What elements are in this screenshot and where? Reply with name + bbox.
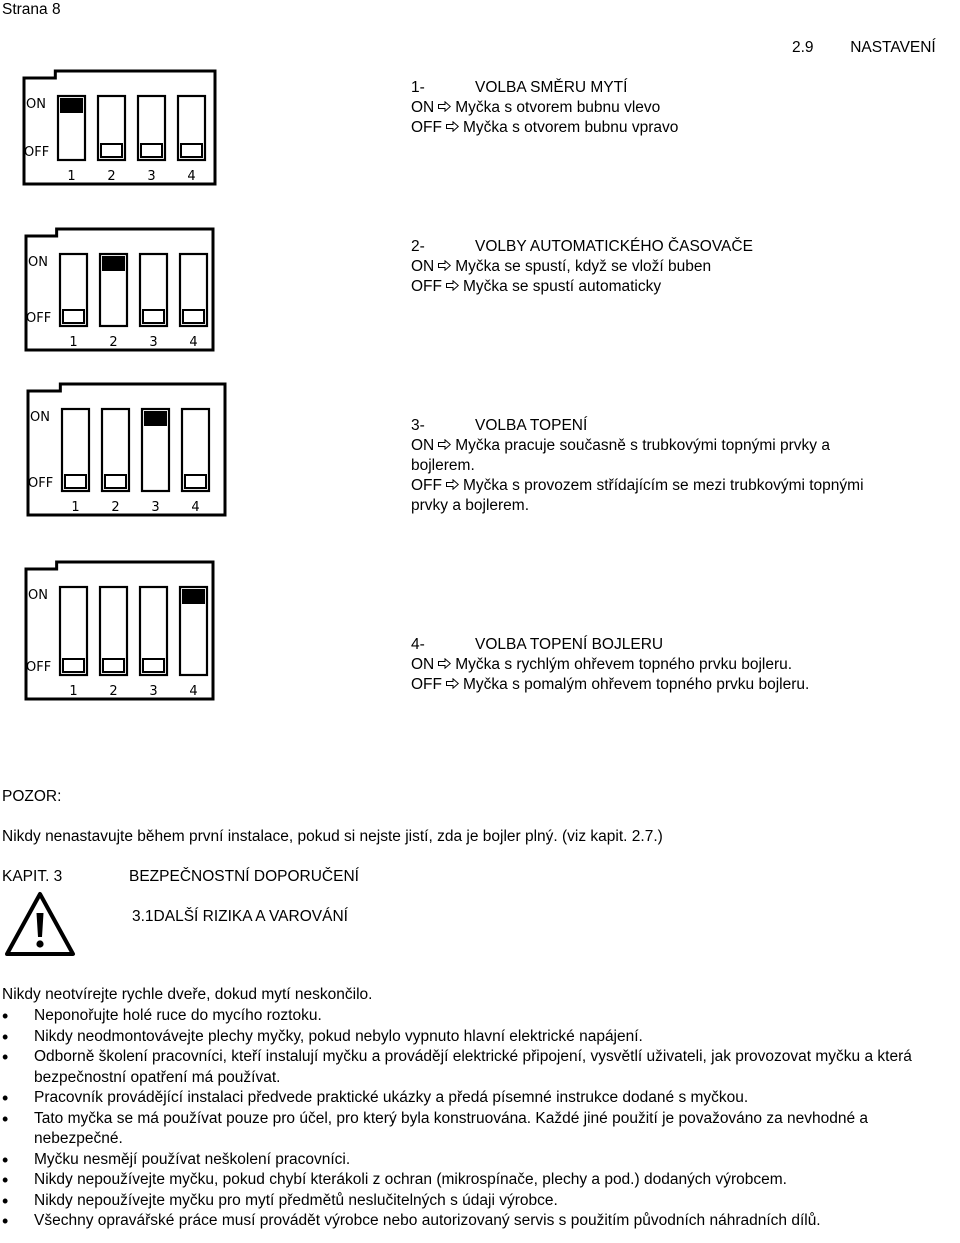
- list-item: • Nikdy nepoužívejte myčku pro mytí předmětů neslučitelných s údaji výrobce.: [0, 1191, 945, 1212]
- off-label: OFF: [28, 476, 54, 491]
- subsection-title: 3.1DALŠÍ RIZIKA A VAROVÁNÍ: [132, 908, 348, 925]
- intro-line: Nikdy neotvírejte rychle dveře, dokud mytí neskončilo.: [2, 986, 373, 1003]
- switch-number: 4: [189, 335, 198, 350]
- safety-bullet-list: [0, 1006, 945, 1232]
- list-item: • Odborně školení pracovníci, kteří instalují myčku a provádějí elektrické připojení, vysvětlí uživateli, jak provozovat myčku a která bezpečnostní opatření má používat.: [0, 1047, 945, 1088]
- switch-number: 1: [67, 169, 76, 184]
- setting-2-title: 2- VOLBY AUTOMATICKÉHO ČASOVAČE: [411, 238, 753, 255]
- dip-switch-panel-4: [24, 559, 216, 701]
- switch-number: 1: [69, 684, 78, 699]
- section-heading: [792, 39, 936, 57]
- switch-number: 4: [187, 169, 196, 184]
- switch-knob-off: [101, 144, 122, 157]
- switch-knob-on: [183, 590, 204, 603]
- switch-number: 2: [109, 335, 118, 350]
- list-item: • Všechny opravářské práce musí provádět výrobce nebo autorizovaný servis s použitím původních náhradních dílů.: [0, 1211, 945, 1232]
- switch-knob-off: [143, 310, 164, 323]
- setting-4-title: 4- VOLBA TOPENÍ BOJLERU: [411, 636, 664, 653]
- list-item: • Pracovník provádějící instalaci předvede praktické ukázky a předá písemné instrukce dodané s myčkou.: [0, 1088, 945, 1109]
- off-label: OFF: [26, 660, 52, 675]
- switch-knob-off: [63, 659, 84, 672]
- switch-number: 1: [71, 500, 80, 515]
- dip-switch-3-graphic: [26, 381, 228, 517]
- setting-2-on: ON Myčka se spustí, když se vloží buben: [411, 258, 712, 275]
- switch-number: 2: [111, 500, 120, 515]
- warning-text: Nikdy nenastavujte během první instalace, pokud si nejste jistí, zda je bojler plný. (viz kapit. 2.7.): [2, 828, 663, 845]
- right-arrow-outline-icon: [446, 119, 459, 137]
- warning-heading: POZOR:: [2, 788, 62, 805]
- switch-number: 4: [191, 500, 200, 515]
- right-arrow-outline-icon: [438, 656, 451, 674]
- switch-number: 2: [107, 169, 116, 184]
- on-label: ON: [30, 410, 50, 425]
- switch-knob-on: [103, 257, 124, 270]
- off-label: OFF: [24, 145, 50, 160]
- setting-1-on: ON Myčka s otvorem bubnu vlevo: [411, 99, 661, 116]
- setting-3-off: OFF Myčka s provozem střídajícím se mezi trubkovými topnými: [411, 477, 864, 494]
- page-label: Strana 8: [2, 1, 61, 18]
- right-arrow-outline-icon: [438, 258, 451, 276]
- section-number: 2.9: [792, 39, 814, 56]
- right-arrow-outline-icon: [438, 437, 451, 455]
- switch-number: 3: [149, 335, 158, 350]
- list-item: • Tato myčka se má používat pouze pro účel, pro který byla konstruována. Každé jiné použití je považováno za nevhodné a nebezpečné.: [0, 1109, 945, 1150]
- off-label: OFF: [26, 311, 52, 326]
- chapter-title: BEZPEČNOSTNÍ DOPORUČENÍ: [129, 868, 359, 885]
- dip-switch-2-graphic: [24, 226, 216, 352]
- list-item: • Myčku nesmějí používat neškolení pracovníci.: [0, 1150, 945, 1171]
- setting-1-title: 1- VOLBA SMĚRU MYTÍ: [411, 79, 628, 96]
- right-arrow-outline-icon: [446, 477, 459, 495]
- switch-knob-off: [181, 144, 202, 157]
- switch-number: 3: [149, 684, 158, 699]
- dip-switch-1-graphic: [22, 68, 218, 186]
- setting-4-off: OFF Myčka s pomalým ohřevem topného prvku bojleru.: [411, 676, 810, 693]
- on-label: ON: [26, 97, 46, 112]
- setting-3-off-cont: prvky a bojlerem.: [411, 497, 530, 514]
- switch-knob-off: [141, 144, 162, 157]
- setting-1-off: OFF Myčka s otvorem bubnu vpravo: [411, 119, 679, 136]
- right-arrow-outline-icon: [438, 99, 451, 117]
- on-label: ON: [28, 588, 48, 603]
- list-item: • Nikdy neodmontovávejte plechy myčky, pokud nebylo vypnuto hlavní elektrické napájení.: [0, 1027, 945, 1048]
- on-label: ON: [28, 255, 48, 270]
- switch-number: 4: [189, 684, 198, 699]
- switch-number: 2: [109, 684, 118, 699]
- switch-knob-off: [185, 475, 206, 488]
- section-title: NASTAVENÍ: [850, 39, 936, 56]
- setting-3-title: 3- VOLBA TOPENÍ: [411, 417, 588, 434]
- switch-knob-off: [143, 659, 164, 672]
- dip-switch-panel-1: [22, 68, 218, 186]
- setting-3-on-cont: bojlerem.: [411, 457, 475, 474]
- setting-2-off: OFF Myčka se spustí automaticky: [411, 278, 662, 295]
- switch-number: 1: [69, 335, 78, 350]
- switch-knob-off: [183, 310, 204, 323]
- warning-triangle-icon: [4, 891, 76, 962]
- chapter-label: KAPIT. 3: [2, 868, 63, 885]
- dip-switch-panel-3: [26, 381, 228, 517]
- dip-switch-4-graphic: [24, 559, 216, 701]
- setting-4-on: ON Myčka s rychlým ohřevem topného prvku bojleru.: [411, 656, 793, 673]
- list-item: • Neponořujte holé ruce do mycího roztoku.: [0, 1006, 945, 1027]
- list-item: • Nikdy nepoužívejte myčku, pokud chybí kterákoli z ochran (mikrospínače, plechy a pod.) dodaných výrobcem.: [0, 1170, 945, 1191]
- switch-knob-off: [103, 659, 124, 672]
- switch-number: 3: [147, 169, 156, 184]
- right-arrow-outline-icon: [446, 676, 459, 694]
- setting-3-on: ON Myčka pracuje současně s trubkovými topnými prvky a: [411, 437, 830, 454]
- switch-knob-on: [145, 412, 166, 425]
- dip-switch-panel-2: [24, 226, 216, 352]
- switch-knob-off: [65, 475, 86, 488]
- switch-knob-on: [61, 99, 82, 112]
- switch-knob-off: [105, 475, 126, 488]
- right-arrow-outline-icon: [446, 278, 459, 296]
- switch-number: 3: [151, 500, 160, 515]
- switch-knob-off: [63, 310, 84, 323]
